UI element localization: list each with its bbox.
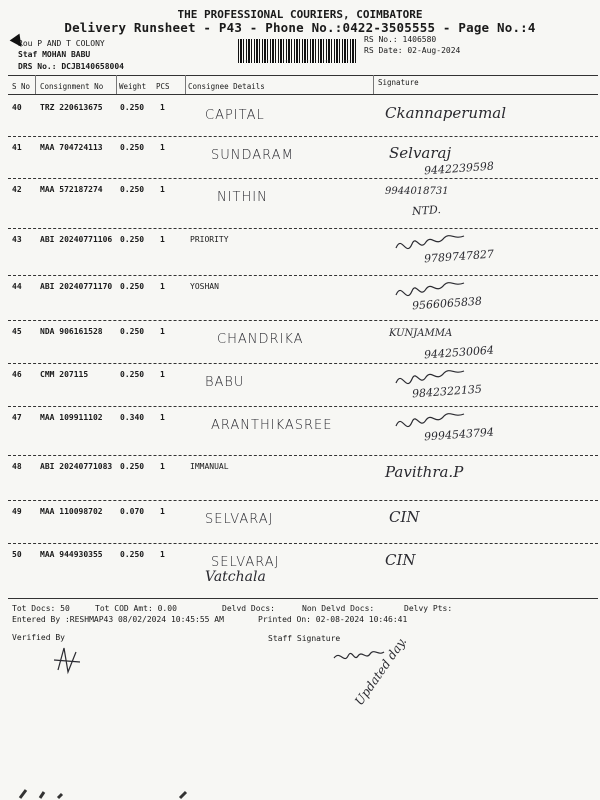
page-edge-marks: [0, 786, 600, 800]
row-phone: NTD.: [411, 203, 442, 218]
row-consignee: SELVARAJ: [211, 555, 280, 570]
row-sno: 40: [12, 103, 22, 112]
row-signature: Pavithra.P: [385, 463, 464, 481]
row-separator: [8, 228, 598, 229]
staff-label: Staf MOHAN BABU: [18, 50, 91, 59]
row-sno: 44: [12, 282, 22, 291]
row-separator: [8, 136, 598, 137]
tot-docs: Tot Docs: 50: [12, 604, 70, 613]
row-separator: [8, 543, 598, 544]
row-signature: CIN: [389, 508, 420, 526]
footer-rule: [8, 598, 598, 599]
col-consignment: Consignment No: [40, 82, 104, 91]
row-weight: 0.250: [120, 185, 145, 194]
row-sno: 41: [12, 143, 22, 152]
row-sno: 42: [12, 185, 22, 194]
row-weight: 0.250: [120, 462, 145, 471]
row-separator: [8, 275, 598, 276]
non-delvd-docs: Non Delvd Docs:: [302, 604, 375, 613]
row-separator: [8, 178, 598, 179]
row-weight: 0.250: [120, 103, 145, 112]
row-pcs: 1: [160, 235, 165, 244]
rs-number: RS No.: 1406580: [364, 35, 437, 44]
row-signature: CIN: [385, 551, 416, 569]
row-phone: 9442530064: [423, 343, 495, 362]
row-weight: 0.250: [120, 282, 145, 291]
runsheet-title: Delivery Runsheet - P43 - Phone No.:0422-3505555 - Page No.:4: [64, 20, 536, 35]
delvy-pts: Delvy Pts:: [404, 604, 453, 613]
row-signature: Ckannaperumal: [385, 104, 507, 122]
row-pcs: 1: [160, 185, 165, 194]
staff-signature: Staff Signature: [268, 634, 341, 643]
row-phone: 9442239598: [423, 159, 495, 178]
row-consignment: ABI 20240771083: [40, 462, 113, 471]
row-consignee: YOSHAN: [190, 282, 219, 291]
row-consignee: BABU: [205, 375, 245, 390]
row-pcs: 1: [160, 282, 165, 291]
col-sno: S No: [12, 82, 31, 91]
row-consignee: IMMANUAL: [190, 462, 229, 471]
row-sno: 49: [12, 507, 22, 516]
row-separator: [8, 320, 598, 321]
row-phone: 9842322135: [411, 382, 483, 401]
route-label: Rou P AND T COLONY: [18, 39, 105, 48]
row-weight: 0.340: [120, 413, 145, 422]
row-consignment: TRZ 220613675: [40, 103, 103, 112]
col-signature: Signature: [378, 78, 419, 87]
verified-by: Verified By: [12, 633, 65, 642]
col-weight: Weight: [119, 82, 147, 91]
row-signature: Selvaraj: [389, 144, 452, 162]
col-pcs: PCS: [156, 82, 170, 91]
row-consignee: CHANDRIKA: [217, 332, 304, 347]
row-pcs: 1: [160, 507, 165, 516]
row-consignment: ABI 20240771170: [40, 282, 113, 291]
row-pcs: 1: [160, 370, 165, 379]
row-consignee: SELVARAJ: [205, 512, 274, 527]
row-weight: 0.250: [120, 235, 145, 244]
row-separator: [8, 455, 598, 456]
row-sno: 45: [12, 327, 22, 336]
row-weight: 0.250: [120, 143, 145, 152]
row-sno: 46: [12, 370, 22, 379]
row-consignment: NDA 906161528: [40, 327, 103, 336]
row-consignment: MAA 944930355: [40, 550, 103, 559]
row-pcs: 1: [160, 327, 165, 336]
delvd-docs: Delvd Docs:: [222, 604, 275, 613]
row-consignee: CAPITAL: [205, 108, 265, 123]
row-separator: [8, 363, 598, 364]
header-bottom-rule: [8, 94, 598, 95]
row-consignee: ARANTHIKASREE: [211, 418, 333, 433]
row-phone: 9566065838: [411, 294, 483, 313]
drs-number: DRS No.: DCJB140658004: [18, 62, 124, 71]
row-weight: 0.250: [120, 550, 145, 559]
row-sno: 48: [12, 462, 22, 471]
row-pcs: 1: [160, 413, 165, 422]
row-phone: 9994543794: [423, 425, 495, 444]
row-signature: 9944018731: [385, 186, 449, 197]
entered-by: Entered By :RESHMAP43 08/02/2024 10:45:55 AM: [12, 615, 224, 624]
row-consignment: ABI 20240771106: [40, 235, 113, 244]
row-sno: 47: [12, 413, 22, 422]
row-separator: [8, 500, 598, 501]
row-consignment: MAA 704724113: [40, 143, 103, 152]
row-consignee: SUNDARAM: [211, 148, 294, 163]
row-consignment: MAA 109911102: [40, 413, 103, 422]
row-pcs: 1: [160, 103, 165, 112]
company-title: THE PROFESSIONAL COURIERS, COIMBATORE: [177, 8, 423, 21]
row-consignee: PRIORITY: [190, 235, 229, 244]
row-signature: KUNJAMMA: [389, 328, 453, 339]
barcode: [238, 39, 358, 63]
tot-cod: Tot COD Amt: 0.00: [95, 604, 177, 613]
row-consignment: CMM 207115: [40, 370, 89, 379]
row-consignment: MAA 572187274: [40, 185, 103, 194]
row-pcs: 1: [160, 550, 165, 559]
row-pcs: 1: [160, 143, 165, 152]
row-weight: 0.070: [120, 507, 145, 516]
printed-on: Printed On: 02-08-2024 10:46:41: [258, 615, 408, 624]
row-sno: 50: [12, 550, 22, 559]
verifier-signature: [50, 640, 110, 680]
row-weight: 0.250: [120, 370, 145, 379]
row-consignment: MAA 110098702: [40, 507, 103, 516]
rs-date: RS Date: 02-Aug-2024: [364, 46, 461, 55]
row-sno: 43: [12, 235, 22, 244]
row-pcs: 1: [160, 462, 165, 471]
row-weight: 0.250: [120, 327, 145, 336]
col-consignee: Consignee Details: [188, 82, 265, 91]
row-phone: 9789747827: [423, 247, 495, 266]
table-top-rule: [8, 75, 598, 76]
row-consignee: NITHIN: [217, 190, 268, 205]
row-separator: [8, 406, 598, 407]
handwritten-note: Updated day.: [352, 634, 410, 709]
row-consignee-2: Vatchala: [205, 569, 266, 585]
